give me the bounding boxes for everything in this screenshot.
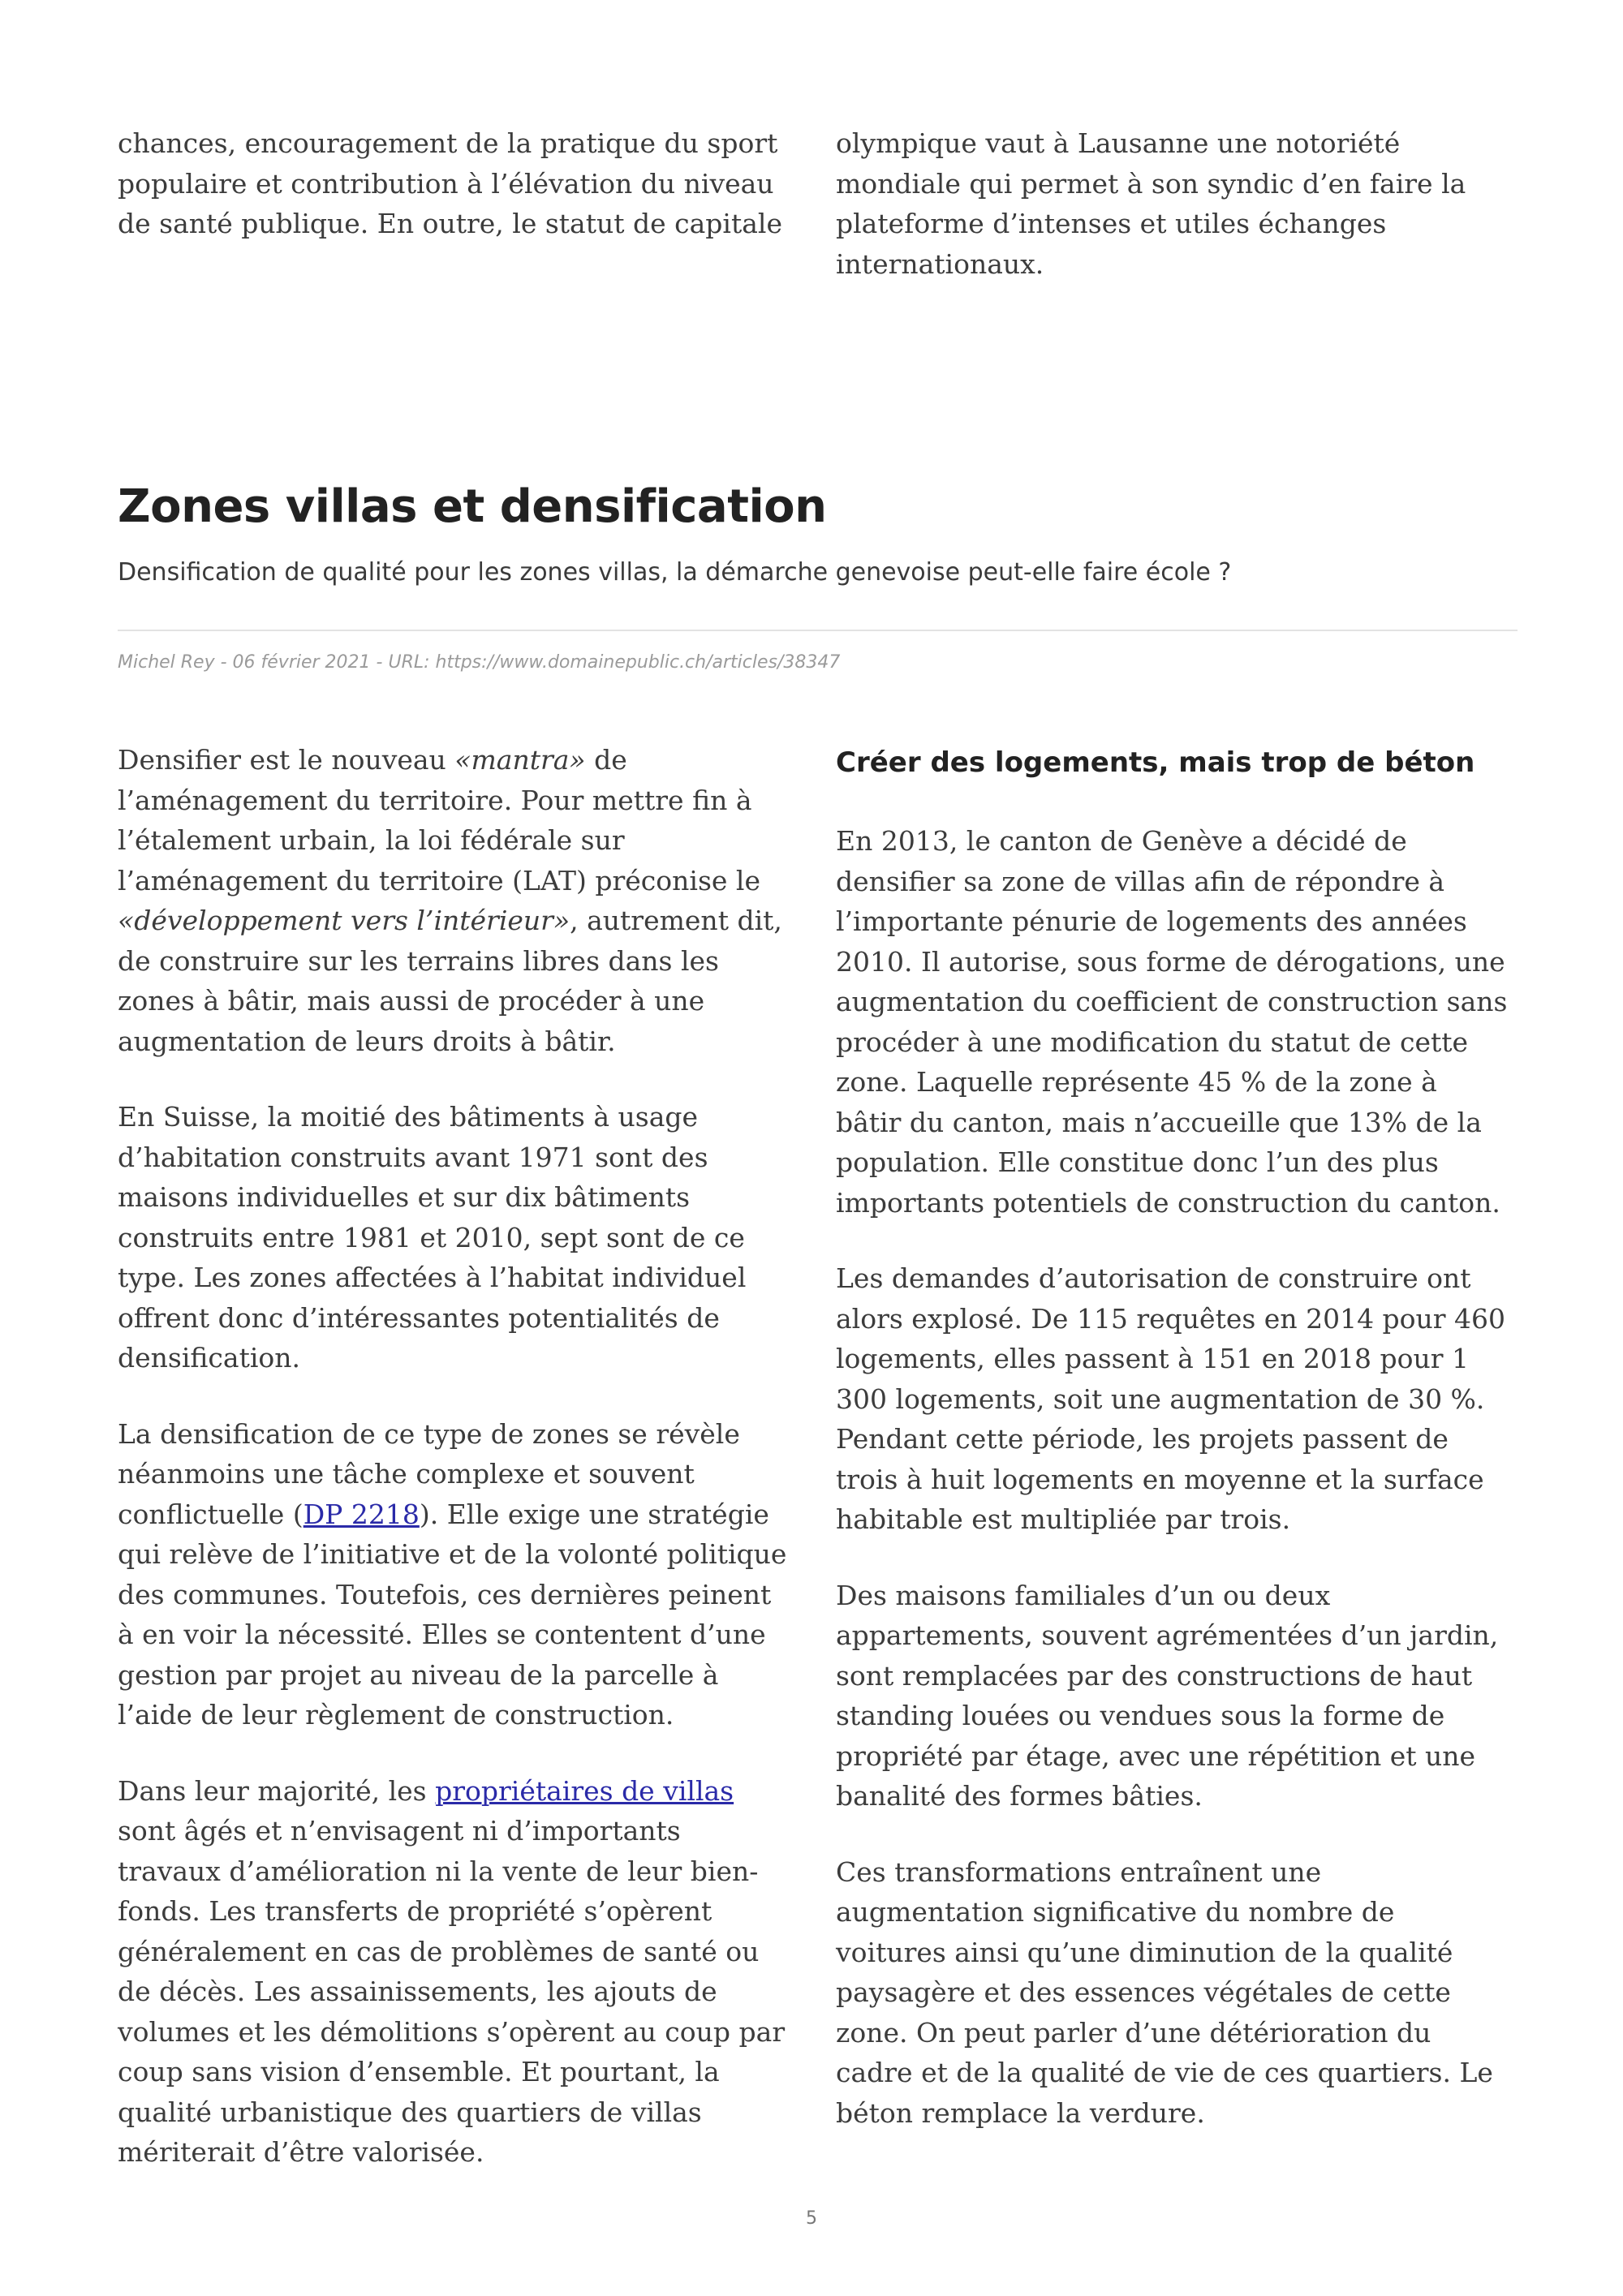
continuation-right-column [836,123,1509,284]
text-span: de l’aménagement du territoire. Pour mettre fin à l’étalement urbain, la loi fédérale sur l’aménagement du territoire (LAT) préconise le [118,744,760,896]
paragraph: En Suisse, la moitié des bâtiments à usage d’habitation construits avant 1971 sont des maisons individuelles et sur dix bâtiments construits entre 1981 et 2010, sept sont de ce type. Les zones affectées à l’habitat individuel offrent donc d’intéressantes potentialités de densification. [118,1101,747,1374]
section-heading: Créer des logements, mais trop de béton [836,746,1475,779]
paragraph: Les demandes d’autorisation de construire ont alors explosé. De 115 requêtes en 2014 pour 460 logements, elles passent à 151 en 2018 pour 1 300 logements, soit une augmentation de 30 %. Pendant cette période, les projets passent de trois à huit logements en moyenne et la surface habitable est multipliée par trois. [836,1262,1506,1535]
paragraph [118,740,791,1061]
page-number: 5 [806,2208,817,2229]
text-span: sont âgés et n’envisagent ni d’importants travaux d’amélioration ni la vente de leur bien-fonds. Les transferts de propriété s’opèrent généralement en cas de problèmes de santé ou de décès. Les assainissements, les ajouts de volumes et les démolitions s’opèrent au coup par coup sans vision d’ensemble. Et pourtant, la qualité urbanistique des quartiers de villas mériterait d’être valorisée. [118,1815,786,2168]
article-left-column [118,740,791,2173]
paragraph [118,1771,791,2173]
continuation-paragraph-left: chances, encouragement de la pratique du sport populaire et contribution à l’élévation du niveau de santé publique. En outre, le statut de capitale [118,127,782,239]
paragraph: Des maisons familiales d’un ou deux appartements, souvent agrémentées d’un jardin, sont remplacées par des constructions de haut standing louées ou vendues sous la forme de propriété par étage, avec une répétition et une banalité des formes bâties. [836,1579,1499,1812]
continuation-paragraph-right: olympique vaut à Lausanne une notoriété mondiale qui permet à son syndic d’en faire la plateforme d’intenses et utiles échanges internationaux. [836,127,1466,280]
paragraph: Ces transformations entraînent une augmentation significative du nombre de voitures ainsi qu’une diminution de la qualité paysagère et des essences végétales de cette zone. On peut parler d’une détérioration du cadre et de la qualité de vie de ces quartiers. Le béton remplace la verdure. [836,1855,1493,2129]
paragraph [118,1414,791,1735]
emphasis-mantra: «mantra» [454,744,586,776]
text-span: , autrement dit, de construire sur les terrains libres dans les zones à bâtir, mais aussi de procéder à une augmentation de leurs droits à bâtir. [118,905,782,1057]
article-subtitle: Densification de qualité pour les zones villas, la démarche genevoise peut-elle faire école ? [118,558,1232,587]
text-span: Dans leur majorité, les [118,1774,436,1807]
article-title: Zones villas et densification [118,480,827,533]
paragraph: En 2013, le canton de Genève a décidé de densifier sa zone de villas afin de répondre à l’importante pénurie de logements des années 2010. Il autorise, sous forme de dérogations, une augmentation du coefficient de construction sans procéder à une modification du statut de cette zone. Laquelle représente 45 % de la zone à bâtir du canton, mais n’accueille que 13% de la population. Elle constitue donc l’un des plus importants potentiels de construction du canton. [836,825,1508,1219]
text-span: La densification de ce type de zones se révèle néanmoins une tâche complexe et souvent conflictuelle ( [118,1417,740,1530]
text-span: Densifier est le nouveau [118,744,455,776]
link-proprietaires-de-villas[interactable]: propriétaires de villas [435,1774,734,1807]
link-dp-2218[interactable]: DP 2218 [303,1498,420,1530]
text-span: ). Elle exige une stratégie qui relève de l’initiative et de la volonté politique des communes. Toutefois, ces dernières peinent à en voir la nécessité. Elles se contentent d’une gestion par projet au niveau de la parcelle à l’aide de leur règlement de construction. [118,1498,787,1731]
continuation-left-column [118,123,791,244]
header-divider [118,630,1518,631]
emphasis-developpement: «développement vers l’intérieur» [118,905,570,936]
article-right-column [836,746,1509,2133]
article-byline: Michel Rey - 06 février 2021 - URL: https://www.domainepublic.ch/articles/38347 [118,652,841,673]
